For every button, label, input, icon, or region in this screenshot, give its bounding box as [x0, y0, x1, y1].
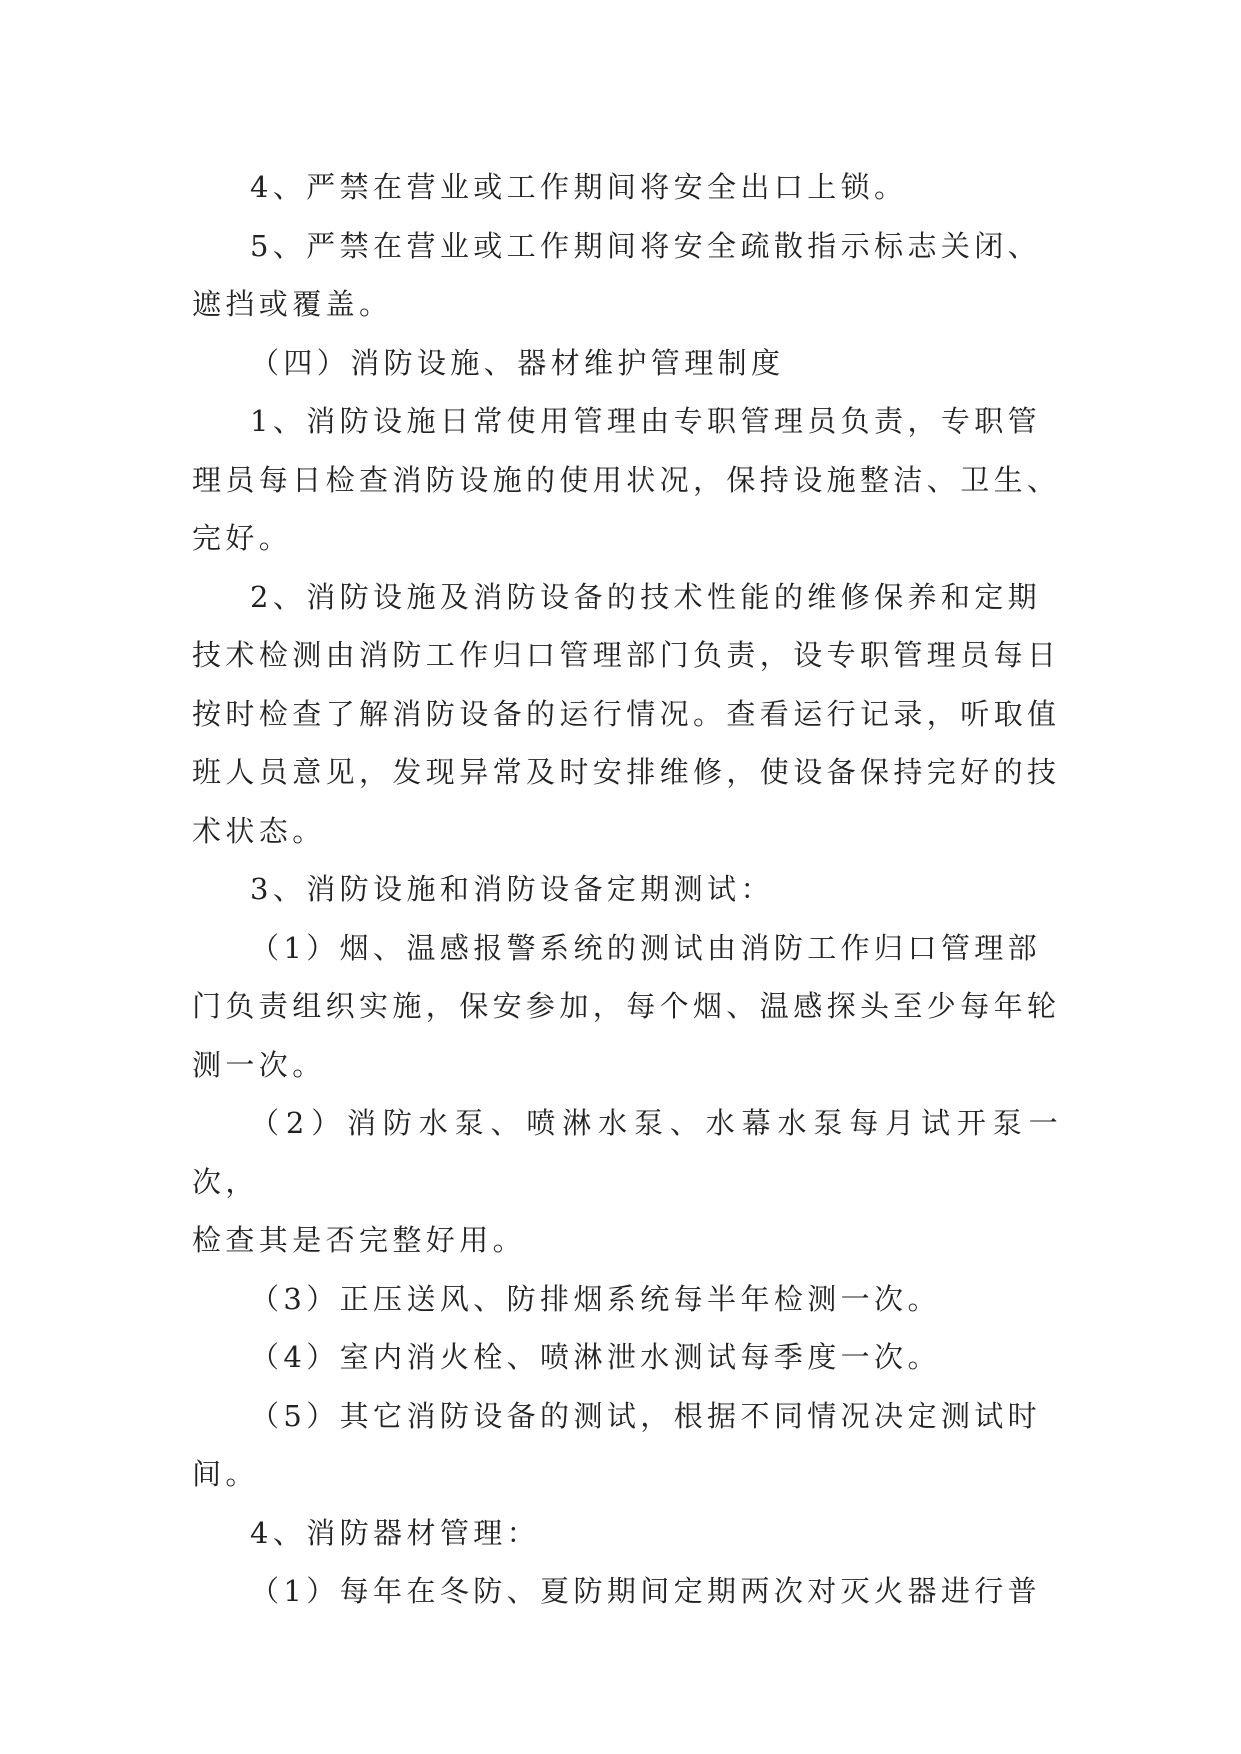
paragraph-alarm-testing: [192, 919, 1062, 1095]
section-heading: [192, 334, 1062, 393]
text-line: 检查其是否完整好用。: [192, 1223, 527, 1257]
text-line: 1、消防设施日常使用管理由专职管理员负责，专职管: [250, 404, 1042, 438]
paragraph-hydrant-testing: [192, 1328, 1062, 1387]
paragraph-periodic-testing: [192, 860, 1062, 919]
text-line: 按时检查了解消防设备的运行情况。查看运行记录，听取值: [192, 696, 1061, 731]
text-line: （1）每年在冬防、夏防期间定期两次对灭火器进行普: [250, 1574, 1042, 1608]
text-line: 技术检测由消防工作归口管理部门负责，设专职管理员每日: [192, 638, 1061, 672]
paragraph-daily-management: [192, 392, 1062, 568]
text-line: 间。: [192, 1457, 259, 1491]
text-line: 门负责组织实施，保安参加，每个烟、温感探头至少每年轮: [192, 989, 1061, 1023]
text-line: 5、严禁在营业或工作期间将安全疏散指示标志关闭、: [250, 228, 1042, 263]
text-line: 遮挡或覆盖。: [192, 287, 393, 321]
text-line: 理员每日检查消防设施的使用状况，保持设施整洁、卫生、: [192, 462, 1061, 497]
paragraph-equipment-management: [192, 1504, 1062, 1563]
text-line: 术状态。: [192, 813, 326, 848]
text-line: 完好。: [192, 521, 293, 555]
text-line: 测一次。: [192, 1047, 326, 1082]
text-line: 4、消防器材管理：: [250, 1515, 541, 1550]
text-line: （4）室内消火栓、喷淋泄水测试每季度一次。: [250, 1340, 941, 1374]
text-line: （1）烟、温感报警系统的测试由消防工作归口管理部: [250, 930, 1042, 965]
paragraph-exit-locking: [192, 158, 1062, 217]
paragraph-maintenance: [192, 568, 1062, 861]
document-body: [192, 158, 1062, 1621]
text-line: （5）其它消防设备的测试，根据不同情况决定测试时: [250, 1398, 1042, 1433]
paragraph-other-testing: [192, 1387, 1062, 1504]
text-line: 班人员意见，发现异常及时安排维修，使设备保持完好的技: [192, 755, 1061, 789]
paragraph-extinguisher-inspection: [192, 1562, 1062, 1621]
paragraph-smoke-control: [192, 1270, 1062, 1329]
paragraph-evacuation-signs: [192, 217, 1062, 334]
text-line: 3、消防设施和消防设备定期测试：: [250, 872, 774, 906]
text-line: （四）消防设施、器材维护管理制度: [250, 345, 785, 380]
text-line: （3）正压送风、防排烟系统每半年检测一次。: [250, 1281, 941, 1316]
text-line: 4、严禁在营业或工作期间将安全出口上锁。: [250, 170, 908, 204]
paragraph-pump-testing: [192, 1094, 1062, 1270]
text-line: （2）消防水泵、喷淋水泵、水幕水泵每月试开泵一次，: [192, 1106, 1062, 1199]
text-line: 2、消防设施及消防设备的技术性能的维修保养和定期: [250, 579, 1042, 614]
